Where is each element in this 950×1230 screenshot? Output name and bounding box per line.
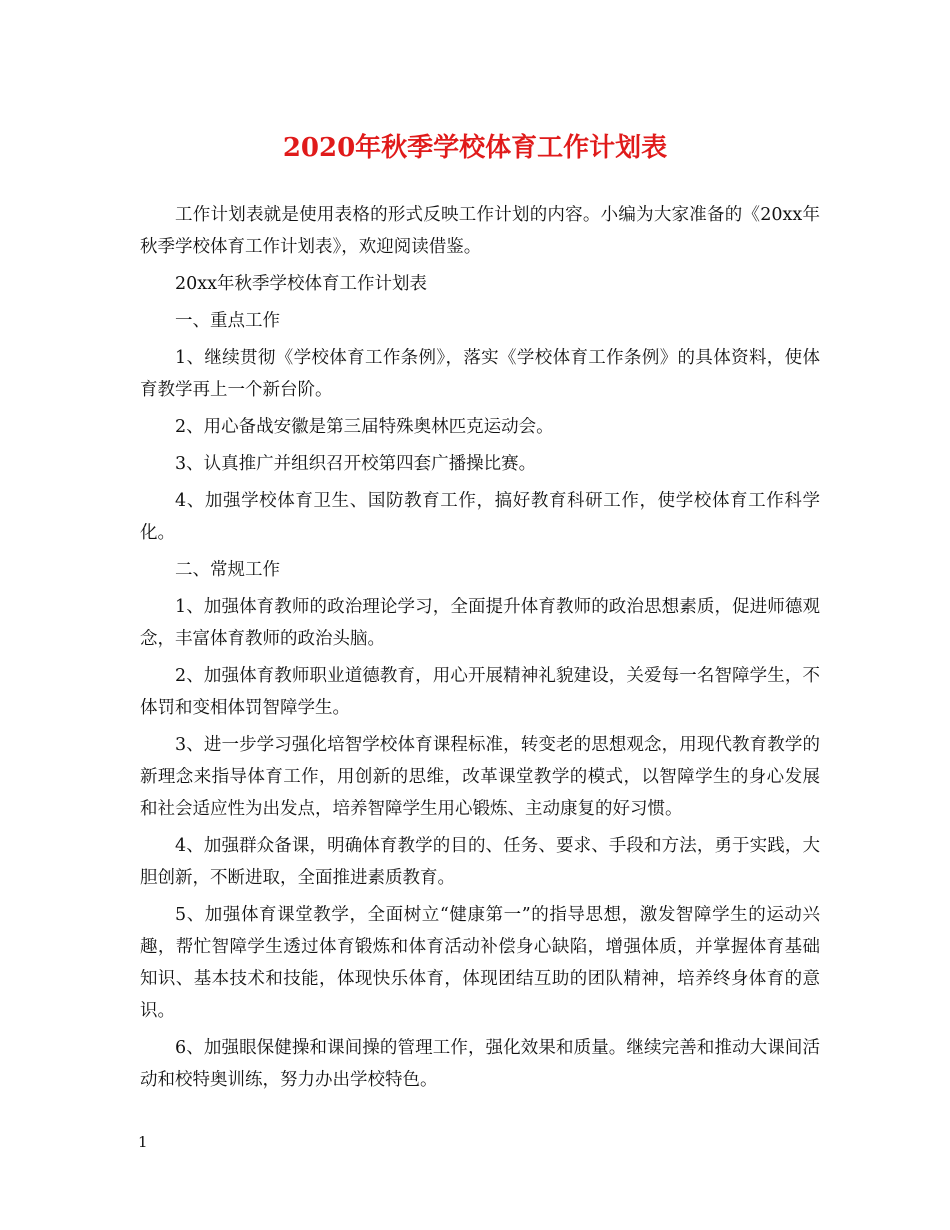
document-body <box>140 199 820 1101</box>
routine-work-item: 1、加强体育教师的政治理论学习，全面提升体育教师的政治思想素质，促进师德观念，丰富体育教师的政治头脑。 <box>140 597 820 649</box>
page-number: 1 <box>138 1133 148 1151</box>
routine-work-item: 2、加强体育教师职业道德教育，用心开展精神礼貌建设，关爱每一名智障学生，不体罚和变相体罚智障学生。 <box>140 666 820 718</box>
routine-work-item: 5、加强体育课堂教学，全面树立“健康第一”的指导思想，激发智障学生的运动兴趣，帮忙智障学生透过体育锻炼和体育活动补偿身心缺陷，增强体质，并掌握体育基础知识、基本技术和技能，体现快乐体育，体现团结互助的团队精神，培养终身体育的意识。 <box>140 905 820 1021</box>
key-work-item: 4、加强学校体育卫生、国防教育工作，搞好教育科研工作，使学校体育工作科学化。 <box>140 491 820 543</box>
routine-work-item: 4、加强群众备课，明确体育教学的目的、任务、要求、手段和方法，勇于实践，大胆创新，不断进取，全面推进素质教育。 <box>140 836 820 888</box>
routine-work-item: 3、进一步学习强化培智学校体育课程标准，转变老的思想观念，用现代教育教学的新理念来指导体育工作，用创新的思维，改革课堂教学的模式，以智障学生的身心发展和社会适应性为出发点，培养智障学生用心锻炼、主动康复的好习惯。 <box>140 735 820 819</box>
key-work-item: 1、继续贯彻《学校体育工作条例》，落实《学校体育工作条例》的具体资料，使体育教学再上一个新台阶。 <box>140 348 820 400</box>
key-work-item: 2、用心备战安徽是第三届特殊奥林匹克运动会。 <box>175 417 554 437</box>
key-work-item: 3、认真推广并组织召开校第四套广播操比赛。 <box>175 454 537 474</box>
subtitle-paragraph: 20xx年秋季学校体育工作计划表 <box>175 274 428 294</box>
section-heading-key-work: 一、重点工作 <box>175 311 280 331</box>
document-title: 2020年秋季学校体育工作计划表 <box>282 133 668 163</box>
intro-paragraph: 工作计划表就是使用表格的形式反映工作计划的内容。小编为大家准备的《20xx年秋季学校体育工作计划表》，欢迎阅读借鉴。 <box>140 205 820 257</box>
routine-work-item: 6、加强眼保健操和课间操的管理工作，强化效果和质量。继续完善和推动大课间活动和校特奥训练，努力办出学校特色。 <box>140 1038 820 1090</box>
section-heading-routine-work: 二、常规工作 <box>175 560 280 580</box>
